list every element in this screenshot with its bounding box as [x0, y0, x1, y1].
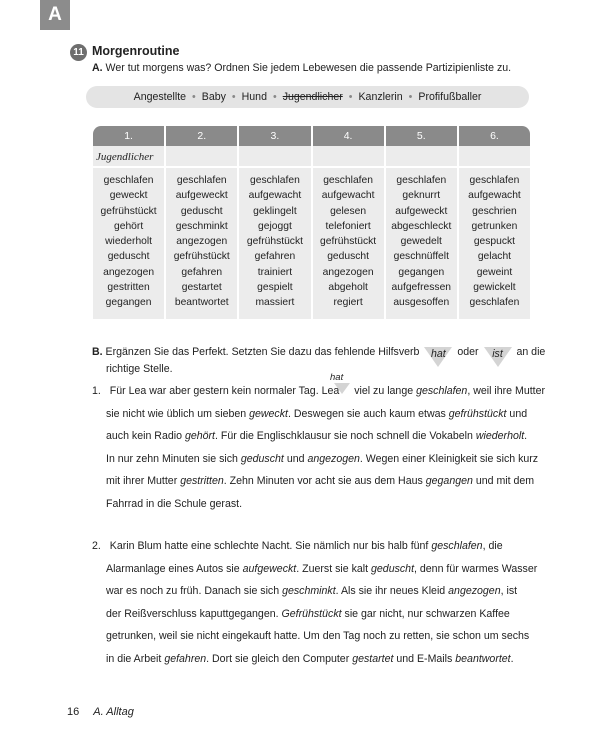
participle-item: gefrühstückt: [173, 251, 230, 263]
exercise-number-badge: 11: [70, 44, 87, 61]
participle-item: gefrühstückt: [246, 236, 303, 248]
participle-item: ausgesoffen: [393, 297, 450, 309]
participle: gefahren: [164, 652, 207, 665]
participle-item: geschlafen: [103, 175, 154, 186]
participle-item: regiert: [333, 297, 363, 309]
item-text: und: [286, 452, 305, 465]
ist-label: ist: [492, 348, 503, 360]
item-text: Alarmanlage eines Autos sie: [106, 562, 240, 575]
participle-item: aufgewacht: [468, 190, 521, 202]
participle-item: geschlafen: [176, 175, 227, 186]
item-number: 1.: [92, 385, 101, 397]
participle-item: gespielt: [257, 282, 293, 294]
participle-item: geschnüffelt: [393, 251, 449, 263]
answer-cell[interactable]: [459, 146, 530, 168]
part-b-text-end: an die: [516, 346, 546, 358]
participle-item: geduscht: [107, 251, 150, 263]
participle-item: gestartet: [181, 282, 222, 294]
participle-item: aufgeweckt: [395, 205, 448, 217]
participle-item: gefahren: [254, 251, 296, 263]
part-a-instruction: [92, 62, 511, 74]
answer-cell[interactable]: [239, 146, 310, 168]
item-text: . Wegen einer Kleinigkeit sie sich kurz: [359, 452, 539, 465]
participle-item: massiert: [255, 297, 295, 309]
item-text: der Reißverschluss kaputtgegangen.: [106, 607, 279, 620]
item-text: in die Arbeit: [106, 652, 162, 665]
item-text: , weil ihre Mutter: [467, 385, 546, 397]
item-text: . Deswegen sie auch kaum etwas: [287, 407, 446, 420]
participle: beantwortet: [455, 652, 511, 665]
item-text: sie nicht wie üblich um sieben: [106, 407, 247, 420]
participle-item: geschlafen: [469, 297, 520, 309]
participle: Gefrühstückt: [281, 607, 342, 620]
participle-item: geschlafen: [250, 175, 300, 186]
participle-item: telefoniert: [325, 220, 371, 232]
table-body: [93, 146, 530, 319]
item-text: . Dort sie gleich den Computer: [206, 652, 350, 665]
inserted-hat-label: hat: [330, 372, 344, 383]
exercise-title: Morgenroutine: [92, 44, 180, 58]
participle-item: gewickelt: [473, 282, 516, 294]
item-text: . Als sie ihr neues Kleid: [335, 585, 446, 598]
participle-item: geduscht: [327, 251, 369, 263]
participle-item: gefrühstückt: [100, 205, 157, 217]
item-text: und: [509, 407, 528, 420]
participle-item: geknurrt: [402, 190, 441, 202]
participle: geduscht: [240, 452, 284, 465]
part-a-label: A.: [92, 62, 103, 74]
participle-list: [166, 168, 237, 319]
table-header: [93, 126, 530, 146]
participle: geweckt: [249, 407, 288, 420]
column-header: 6.: [490, 130, 499, 142]
item-text: Für Lea war aber gestern kein normaler Tag. Lea: [109, 385, 340, 397]
participle-item: geschlafen: [323, 175, 373, 186]
answer-cell[interactable]: Jugendlicher: [93, 146, 164, 168]
participle-item: geschrien: [472, 205, 517, 217]
participle-table: [93, 126, 530, 316]
participle: geduscht: [371, 562, 415, 575]
part-b-oder: oder: [457, 346, 479, 358]
section-tab: A: [40, 0, 70, 30]
participle: gegangen: [425, 475, 473, 488]
participle-list: [93, 168, 164, 319]
participle-item: beantwortet: [174, 297, 229, 309]
ist-marker: [484, 347, 512, 361]
item-2: [92, 535, 537, 671]
participle-item: geschminkt: [175, 220, 228, 232]
item-text: und mit dem: [475, 475, 535, 488]
table-column: [386, 146, 459, 319]
participle-item: gegangen: [105, 297, 152, 309]
item-text: Karin Blum hatte eine schlechte Nacht. Sie nämlich nur bis halb fünf: [109, 540, 429, 552]
item-text: . Zuerst sie kalt: [296, 562, 369, 575]
participle-item: gejoggt: [258, 220, 292, 232]
participle-item: wiederholt: [105, 236, 153, 248]
participle-item: aufgeweckt: [175, 190, 228, 202]
bullet-icon: •: [408, 91, 413, 103]
participle: geschlafen: [431, 540, 483, 552]
participle-item: geschlafen: [396, 175, 447, 186]
item-text: auch kein Radio: [106, 430, 182, 443]
participle-item: aufgewacht: [321, 190, 375, 202]
item-text: , die: [482, 540, 503, 552]
column-header: 3.: [239, 126, 312, 146]
word-bank: [86, 86, 529, 108]
table-column: [459, 146, 530, 319]
participle-item: getrunken: [471, 220, 518, 232]
participle-item: gestritten: [107, 282, 150, 294]
part-a-text: Wer tut morgens was? Ordnen Sie jedem Lebewesen die passende Partizipienliste zu.: [105, 62, 512, 74]
item-text: und E-Mails: [396, 652, 453, 665]
participle-item: geschlafen: [469, 175, 520, 186]
part-b-text-2: richtige Stelle.: [106, 363, 173, 375]
page-footer: [67, 706, 134, 718]
item-text: , denn für warmes Wasser: [414, 562, 538, 575]
answer-cell[interactable]: [166, 146, 237, 168]
participle: wiederholt: [475, 430, 525, 443]
participle: angezogen: [448, 585, 501, 598]
word-bank-item: Kanzlerin: [358, 91, 403, 103]
participle-item: aufgewacht: [248, 190, 302, 202]
participle-item: aufgefressen: [391, 282, 452, 294]
item-text: .: [510, 652, 514, 665]
participle-list: [459, 168, 530, 319]
participle: aufgeweckt: [242, 562, 297, 575]
participle-item: gehört: [113, 220, 144, 232]
participle-item: gefahren: [181, 266, 223, 278]
participle: gefrühstückt: [448, 407, 507, 420]
participle: gestartet: [352, 652, 394, 665]
participle-item: geduscht: [180, 205, 223, 217]
answer-cell[interactable]: [313, 146, 384, 168]
table-column: [239, 146, 312, 319]
participle-item: gelesen: [330, 205, 367, 217]
word-bank-item: Profifußballer: [418, 91, 482, 103]
participle-item: angezogen: [176, 236, 228, 248]
participle-item: gegangen: [398, 266, 445, 278]
table-column: [93, 146, 166, 319]
participle: geschminkt: [282, 585, 336, 598]
participle-item: gewedelt: [400, 236, 442, 248]
participle-list: [386, 168, 457, 319]
participle-item: abgeschleckt: [391, 220, 452, 232]
word-bank-item: Angestellte: [133, 91, 187, 103]
column-header: 1.: [93, 126, 166, 146]
part-b-label: B.: [92, 346, 103, 358]
participle-item: geweckt: [109, 190, 148, 202]
column-header: 4.: [313, 126, 386, 146]
participle: gehört: [184, 430, 215, 443]
section-name: A. Alltag: [93, 706, 134, 718]
page-number: 16: [67, 706, 80, 718]
participle-list: [239, 168, 310, 319]
participle-item: gespuckt: [473, 236, 516, 248]
column-header: 2.: [166, 126, 239, 146]
item-text: war es noch zu früh. Danach sie sich: [106, 585, 280, 598]
part-b-instruction: [92, 344, 545, 377]
bullet-icon: •: [231, 91, 236, 103]
item-number: 2.: [92, 540, 101, 552]
participle-item: geweint: [476, 266, 513, 278]
word-bank-item: Hund: [241, 91, 267, 103]
item-text: .: [524, 430, 528, 443]
item-text: getrunken, weil sie nicht eingekauft hatte. Um den Tag noch zu retten, sie schon um sechs: [106, 630, 530, 643]
participle-item: trainiert: [257, 266, 293, 278]
hat-label: hat: [431, 348, 446, 360]
participle: angezogen: [307, 452, 360, 465]
participle-item: abgeholt: [328, 282, 368, 294]
participle-item: gefrühstückt: [320, 236, 377, 248]
item-text: , ist: [500, 585, 518, 598]
bullet-icon: •: [272, 91, 277, 103]
part-b-text: Ergänzen Sie das Perfekt. Setzten Sie dazu das fehlende Hilfsverb: [105, 346, 420, 358]
item-text: Fahrrad in die Schule gerast.: [106, 497, 243, 510]
item-text: viel zu lange: [354, 385, 414, 397]
word-bank-item-crossed: Jugendlicher: [282, 91, 343, 103]
participle: gestritten: [180, 475, 224, 488]
item-text: . Zehn Minuten vor acht sie aus dem Haus: [223, 475, 423, 488]
bullet-icon: •: [348, 91, 353, 103]
participle: geschlafen: [416, 385, 468, 397]
participle-item: geklingelt: [253, 205, 297, 217]
table-column: [166, 146, 239, 319]
participle-item: angezogen: [103, 266, 155, 278]
word-bank-item: Baby: [201, 91, 226, 103]
item-1: [92, 380, 545, 516]
answer-cell[interactable]: [386, 146, 457, 168]
participle-item: gelacht: [477, 251, 512, 263]
column-header: 5.: [386, 126, 459, 146]
item-text: . Für die Englischklausur sie noch schnell die Vokabeln: [214, 430, 473, 443]
item-text: sie gar nicht, nur schwarzen Kaffee: [344, 607, 510, 620]
hat-marker: [424, 347, 452, 361]
bullet-icon: •: [192, 91, 196, 103]
item-text: In nur zehn Minuten sie sich: [106, 452, 238, 465]
participle-item: angezogen: [322, 266, 374, 278]
participle-list: [313, 168, 384, 319]
item-text: mit ihrer Mutter: [106, 475, 178, 488]
table-column: [313, 146, 386, 319]
